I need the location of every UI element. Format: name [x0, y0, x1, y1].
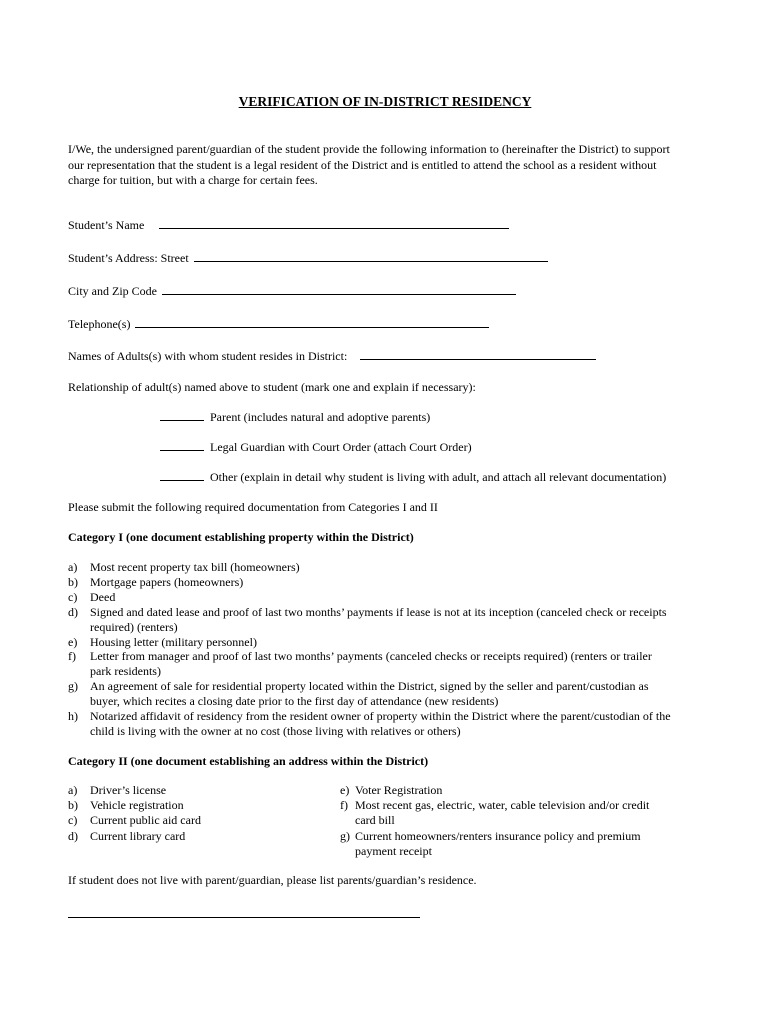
list-item-text: An agreement of sale for residential property located within the District, signed by the seller and parent/custodian as [90, 679, 649, 694]
category-1-heading: Category I (one document establishing property within the District) [68, 530, 414, 544]
list-item-text: park residents) [90, 664, 161, 679]
student-name-row [68, 218, 509, 233]
intro-line: charge for tuition, but with a charge for certain fees. [68, 173, 318, 187]
list-item-text: Notarized affidavit of residency from the resident owner of property within the District where the parent/custodian of the [90, 709, 671, 723]
list-item-text: Current homeowners/renters insurance policy and premium [355, 828, 641, 843]
other-mark-field[interactable] [160, 470, 204, 481]
list-marker: g) [68, 679, 78, 694]
guardian-mark-field[interactable] [160, 440, 204, 451]
intro-line: our representation that the student is a legal resident of the District and is entitled to attend the school as a resident without [68, 157, 657, 172]
category-2-heading: Category II (one document establishing an address within the District) [68, 754, 429, 768]
list-marker: a) [68, 560, 78, 574]
residence-field[interactable] [68, 917, 420, 918]
student-name-field[interactable] [159, 218, 509, 229]
list-item-text: child is living with the owner at no cost (those living with relatives or others) [90, 723, 461, 738]
list-marker: d) [68, 828, 78, 843]
telephone-field[interactable] [135, 317, 489, 328]
student-address-row [68, 251, 548, 266]
relationship-option-other [160, 470, 666, 485]
footer-instructions: If student does not live with parent/guardian, please list parents/guardian’s residence. [68, 873, 477, 887]
relationship-option-guardian [160, 440, 472, 455]
list-marker: g) [340, 828, 350, 843]
relationship-option-label: Legal Guardian with Court Order (attach Court Order) [210, 440, 472, 454]
list-item-text: required) (renters) [90, 619, 178, 634]
relationship-option-parent [160, 410, 430, 425]
list-marker: b) [68, 574, 78, 589]
city-zip-row [68, 284, 516, 299]
relationship-prompt: Relationship of adult(s) named above to student (mark one and explain if necessary): [68, 380, 476, 394]
list-marker: c) [68, 813, 78, 828]
list-item-text: Vehicle registration [90, 798, 184, 813]
relationship-option-label: Other (explain in detail why student is living with adult, and attach all relevant documentation) [210, 470, 667, 484]
list-marker: c) [68, 589, 78, 604]
list-marker: e) [340, 783, 350, 797]
list-item-text: Voter Registration [355, 783, 443, 797]
list-item-text: Current public aid card [90, 813, 201, 828]
city-zip-label: City and Zip Code [68, 284, 157, 298]
list-item-text: buyer, which recites a closing date prior to the first day of attendance (new residents) [90, 694, 499, 709]
city-zip-field[interactable] [162, 284, 516, 295]
student-address-label: Student’s Address: Street [68, 251, 189, 265]
list-item-text: Signed and dated lease and proof of last two months’ payments if lease is not at its inception (canceled check or receipts [90, 604, 667, 619]
document-title: VERIFICATION OF IN-DISTRICT RESIDENCY [238, 94, 532, 109]
list-marker: h) [68, 709, 78, 723]
list-item-text: Most recent property tax bill (homeowners) [90, 560, 300, 574]
list-item-text: Most recent gas, electric, water, cable television and/or credit [355, 798, 650, 813]
list-item-text: Mortgage papers (homeowners) [90, 574, 244, 589]
list-marker: b) [68, 798, 78, 813]
student-name-label: Student’s Name [68, 218, 145, 232]
list-marker: a) [68, 783, 78, 797]
list-marker: f) [340, 798, 348, 813]
list-item-text: Current library card [90, 828, 186, 843]
telephone-row [68, 317, 489, 332]
relationship-option-label: Parent (includes natural and adoptive parents) [210, 410, 431, 424]
intro-paragraph [68, 142, 670, 189]
list-marker: e) [68, 634, 78, 649]
adults-row [68, 349, 596, 364]
telephone-label: Telephone(s) [68, 317, 131, 331]
list-item-text: payment receipt [355, 843, 432, 858]
list-item-text: card bill [355, 813, 395, 828]
list-item-text: Letter from manager and proof of last two months’ payments (canceled checks or receipts required) (renters or trailer [90, 649, 652, 664]
adults-field[interactable] [360, 349, 596, 360]
parent-mark-field[interactable] [160, 410, 204, 421]
list-item-text: Housing letter (military personnel) [90, 634, 257, 649]
list-marker: f) [68, 649, 76, 664]
list-item-text: Deed [90, 589, 116, 604]
adults-label: Names of Adults(s) with whom student resides in District: [68, 349, 348, 363]
student-address-field[interactable] [194, 251, 548, 262]
list-item-text: Driver’s license [90, 783, 167, 797]
list-marker: d) [68, 604, 78, 619]
submit-instructions: Please submit the following required documentation from Categories I and II [68, 500, 438, 514]
intro-line: I/We, the undersigned parent/guardian of the student provide the following information to (hereinafter the District) to support [68, 142, 670, 156]
